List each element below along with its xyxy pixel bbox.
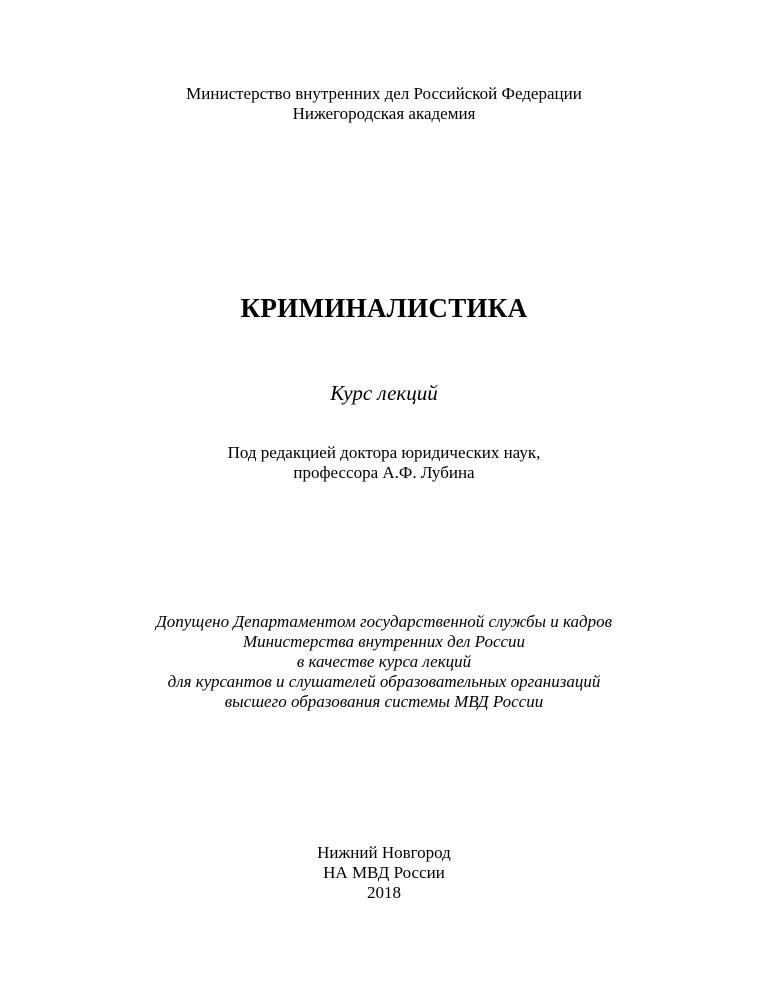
- imprint-year: 2018: [367, 883, 401, 902]
- approval-line-2: Министерства внутренних дел России: [242, 632, 526, 651]
- publication-imprint: [0, 843, 768, 903]
- approval-statement: [0, 612, 768, 712]
- institution-header: [0, 84, 768, 124]
- ministry-name: Министерство внутренних дел Российской Федерации: [186, 84, 582, 103]
- approval-line-5: высшего образования системы МВД России: [224, 692, 544, 711]
- document-subtitle: Курс лекций: [330, 381, 438, 405]
- editor-credit-line-2: профессора А.Ф. Лубина: [293, 463, 475, 482]
- academy-name: Нижегородская академия: [292, 104, 476, 123]
- editor-credit-line-1: Под редакцией доктора юридических наук,: [227, 443, 541, 462]
- imprint-city: Нижний Новгород: [317, 843, 451, 862]
- editor-credit: [0, 443, 768, 483]
- document-title: КРИМИНАЛИСТИКА: [240, 293, 528, 323]
- approval-line-4: для курсантов и слушателей образовательных организаций: [167, 672, 601, 691]
- imprint-publisher: НА МВД России: [323, 863, 445, 882]
- approval-line-3: в качестве курса лекций: [296, 652, 472, 671]
- approval-line-1: Допущено Департаментом государственной службы и кадров: [155, 612, 613, 631]
